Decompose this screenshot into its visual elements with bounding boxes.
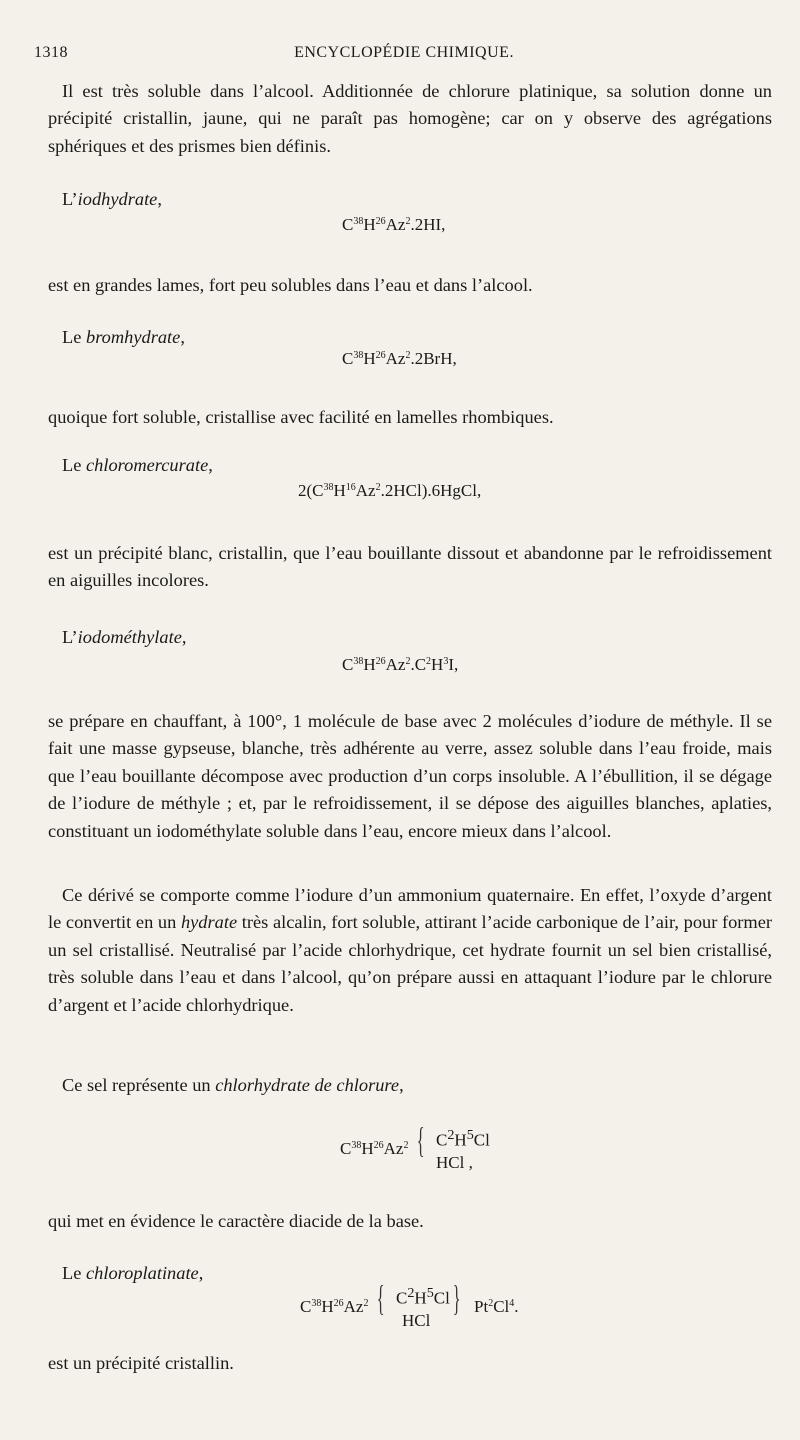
heading-bromhydrate: Le bromhydrate, (62, 327, 185, 347)
page-number: 1318 (34, 44, 68, 61)
running-title: ENCYCLOPÉDIE CHIMIQUE. (294, 44, 514, 61)
heading-iodhydrate: L’iodhydrate, (62, 189, 162, 209)
paragraph-chloroplatinate: est un précipité cristallin. (48, 1353, 234, 1373)
document-page: 1318 ENCYCLOPÉDIE CHIMIQUE. Il est très soluble dans l’alcool. Additionnée de chlorure platinique, sa solution donne un précipité cristallin, jaune, qui ne paraît pas homogène; car on y observe des agrégations sphériques et des prismes bien définis. L’iodhydrate, $C^{38}H^{26}Az^2.2HI$, est en grandes lames, fort peu solubles dans l’eau et dans l’alcool. Le bromhydrate, $C^{38}H^{26}Az^2.2BrH$, quoique fort soluble, cristallise avec facilité en lamelles rhombiques. Le chloromercurate, $2(C^{38}H^{16}Az^2.2HCl).6HgCl$, est un précipité blanc, cristallin, que l’eau bouillante dissout et abandonne par le refroidissement en aiguilles incolores. L’iodométhylate, $C^{38}H^{26}Az^2.C^2H^3I$, se prépare en chauffant, à 100°, 1 molécule de base avec 2 molécules d’iodure de méthyle. Il se fait une masse gypseuse, blanche, très adhérente au verre, assez soluble dans l’eau froide, mais que l’eau bouillante décompose avec production d’un corps insoluble. A l’ébullition, il se dégage de l’iodure de méthyle ; et, par le refroidissement, il se dépose des aiguilles blanches, aplaties, constituant un iodométhylate soluble dans l’eau, encore mieux dans l’alcool. Ce dérivé se comporte comme l’iodure d’un ammonium quaternaire. En effet, l’oxyde d’argent le convertit en un hydrate très alcalin, fort soluble, attirant l’acide carbonique de l’air, pour former un sel cristallisé. Neutralisé par l’acide chlorhydrique, cet hydrate fournit un sel bien cristallisé, très soluble dans l’eau et dans l’alcool, qu’on prépare aussi en attaquant l’iodure par le chlorure d’argent et l’acide chlorhydrique. Ce sel représente un chlorhydrate de chlorure, $C^{38}H^{26}Az^2$ { $C^2H^5Cl$ HCl , qui met en évidence le caractère diacide de la base. Le chloroplatinate, $C^{38}H^{26}Az^2$ { $C^2H^5Cl$ HCl } Pt$^2$Cl$^4$. est un précipité cristallin. (0, 0, 800, 1440)
paragraph-bromhydrate: quoique fort soluble, cristallise avec facilité en lamelles rhombiques. (48, 407, 554, 427)
heading-iodomethylate: L’iodométhylate, (62, 627, 187, 647)
paragraph-chloromercurate: est un précipité blanc, cristallin, que l’eau bouillante dissout et abandonne par le refroidissement en aiguilles incolores. (48, 543, 772, 591)
paragraph-diacid: qui met en évidence le caractère diacide de la base. (48, 1211, 424, 1231)
paragraph-platinum: Il est très soluble dans l’alcool. Additionnée de chlorure platinique, sa solution donne un précipité cristallin, jaune, qui ne paraît pas homogène; car on y observe des agrégations sphériques et des prismes bien définis. (48, 81, 772, 156)
running-header (34, 44, 774, 66)
formula-bromhydrate: $C^{38}H^{26}Az^2.2BrH$, (342, 349, 457, 368)
formula-chloromercurate: $2(C^{38}H^{16}Az^2.2HCl).6HgCl$, (298, 481, 482, 500)
formula-iodomethylate: $C^{38}H^{26}Az^2.C^2H^3I$, (342, 655, 459, 674)
paragraph-iodhydrate: est en grandes lames, fort peu solubles dans l’eau et dans l’alcool. (48, 275, 533, 295)
heading-chloroplatinate: Le chloroplatinate, (62, 1263, 204, 1283)
formula-iodhydrate: $C^{38}H^{26}Az^2.2HI$, (342, 215, 446, 234)
heading-chloromercurate: Le chloromercurate, (62, 455, 213, 475)
paragraph-ammonium: Ce dérivé se comporte comme l’iodure d’un ammonium quaternaire. En effet, l’oxyde d’argent le convertit en un hydrate très alcalin, fort soluble, attirant l’acide carbonique de l’air, pour former un sel cristallisé. Neutralisé par l’acide chlorhydrique, cet hydrate fournit un sel bien cristallisé, très soluble dans l’eau et dans l’alcool, qu’on prépare aussi en attaquant l’iodure par le chlorure d’argent et l’acide chlorhydrique. (48, 885, 773, 1015)
paragraph-iodomethylate: se prépare en chauffant, à 100°, 1 molécule de base avec 2 molécules d’iodure de méthyle. Il se fait une masse gypseuse, blanche, très adhérente au verre, assez soluble dans l’eau froide, mais que l’eau bouillante décompose avec production d’un corps insoluble. A l’ébullition, il se dégage de l’iodure de méthyle ; et, par le refroidissement, il se dépose des aiguilles blanches, aplaties, constituant un iodométhylate soluble dans l’eau, encore mieux dans l’alcool. (48, 711, 772, 841)
paragraph-chlorhydrate-intro: Ce sel représente un chlorhydrate de chlorure, (62, 1075, 404, 1095)
